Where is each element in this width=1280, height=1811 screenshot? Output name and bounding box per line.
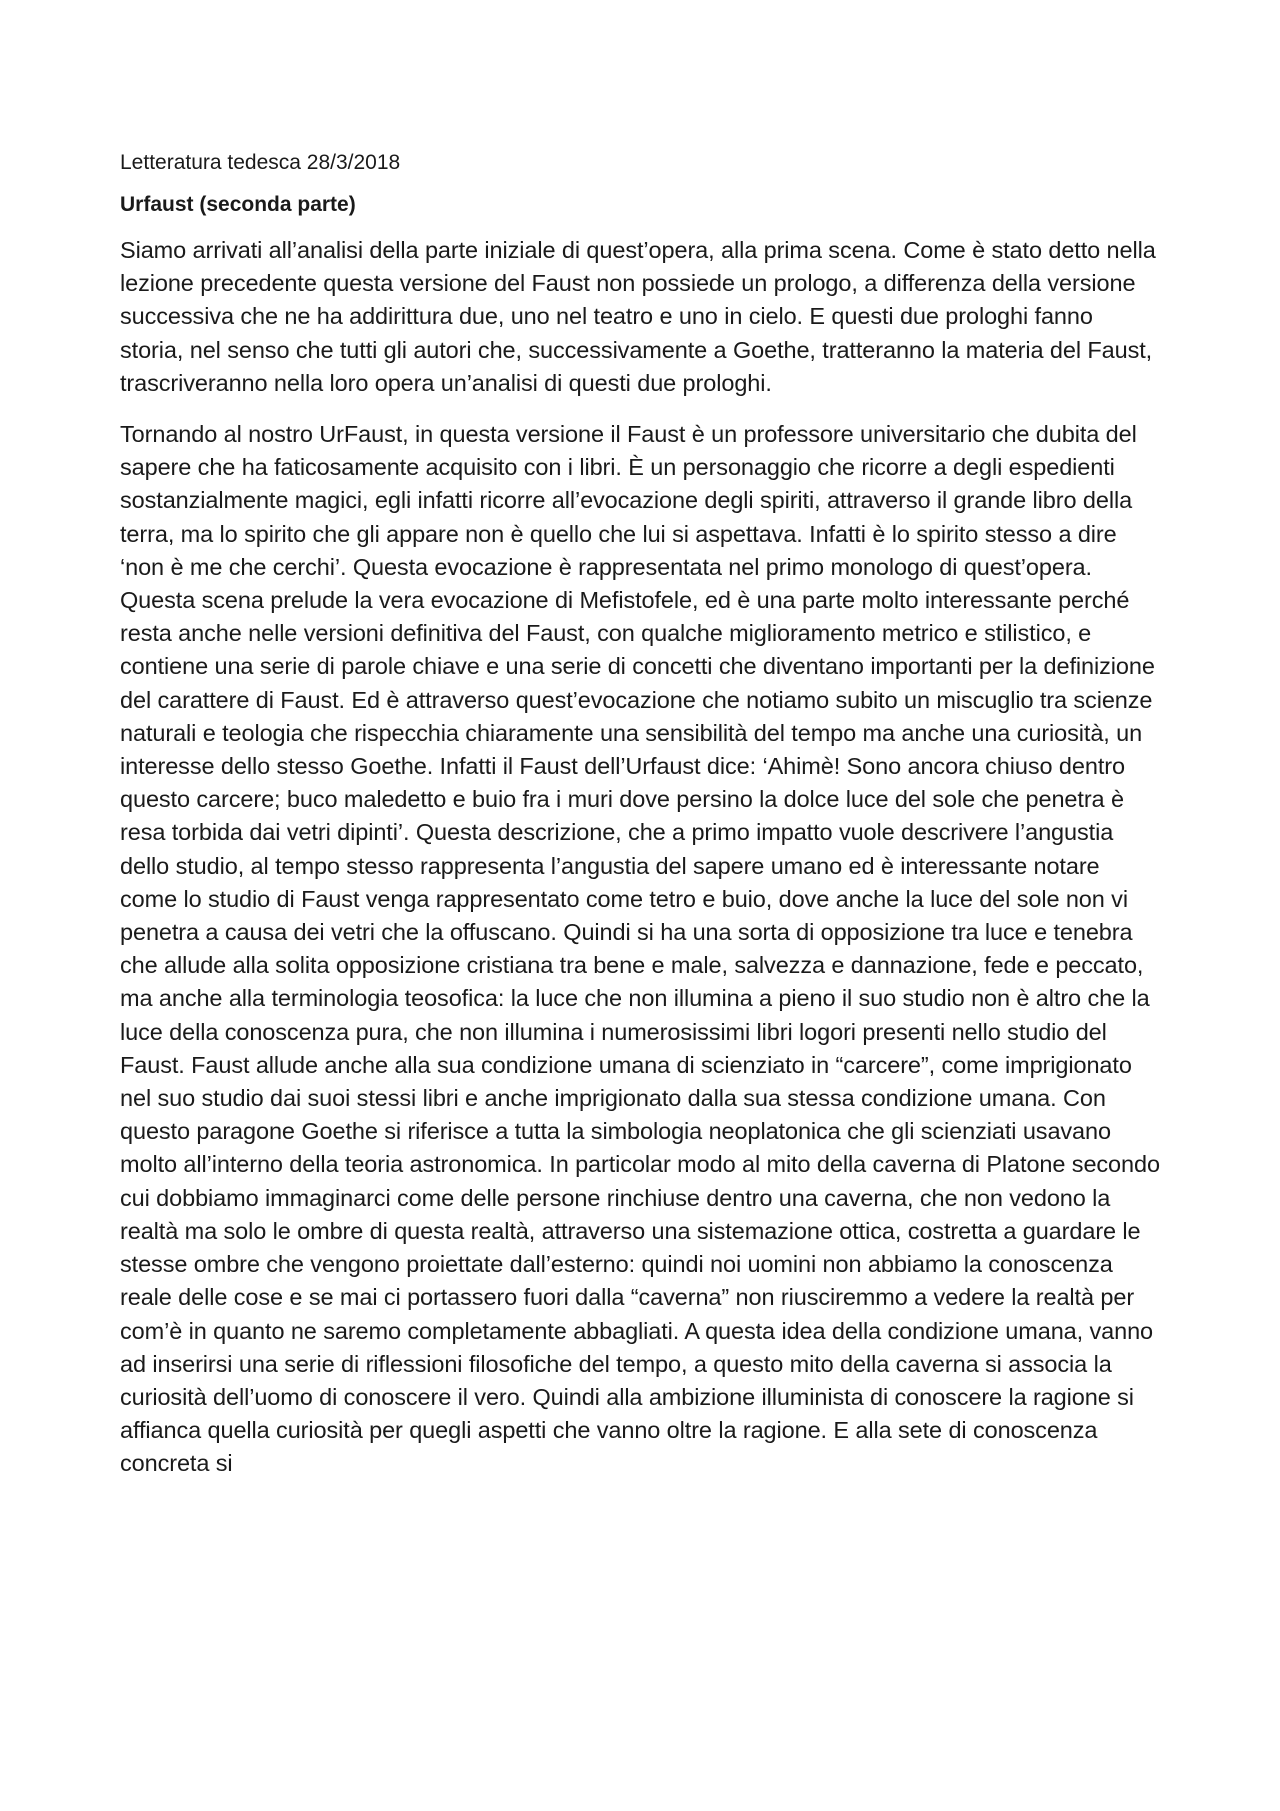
document-body: [120, 148, 1162, 1499]
document-title: Urfaust (seconda parte): [120, 193, 356, 216]
paragraph-1: Siamo arrivati all’analisi della parte iniziale di quest’opera, alla prima scena. Come è stato detto nella lezione precedente questa versione del Faust non possiede un prologo, a differenza della versione successiva che ne ha addirittura due, uno nel teatro e uno in cielo. E questi due prologhi fanno storia, nel senso che tutti gli autori che, successivamente a Goethe, tratteranno la materia del Faust, trascriveranno nella loro opera un’analisi di questi due prologhi.: [120, 237, 1156, 396]
paragraph-2: Tornando al nostro UrFaust, in questa versione il Faust è un professore universitario che dubita del sapere che ha faticosamente acquisito con i libri. È un personaggio che ricorre a degli espedienti sostanzialmente magici, egli infatti ricorre all’evocazione degli spiriti, attraverso il grande libro della terra, ma lo spirito che gli appare non è quello che lui si aspettava. Infatti è lo spirito stesso a dire ‘non è me che cerchi’. Questa evocazione è rappresentata nel primo monologo di quest’opera. Questa scena prelude la vera evocazione di Mefistofele, ed è una parte molto interessante perché resta anche nelle versioni definitiva del Faust, con qualche miglioramento metrico e stilistico, e contiene una serie di parole chiave e una serie di concetti che diventano importanti per la definizione del carattere di Faust. Ed è attraverso quest’evocazione che notiamo subito un miscuglio tra scienze naturali e teologia che rispecchia chiaramente una sensibilità del tempo ma anche una curiosità, un interesse dello stesso Goethe. Infatti il Faust dell’Urfaust dice: ‘Ahimè! Sono ancora chiuso dentro questo carcere; buco maledetto e buio fra i muri dove persino la dolce luce del sole che penetra è resa torbida dai vetri dipinti’. Questa descrizione, che a primo impatto vuole descrivere l’angustia dello studio, al tempo stesso rappresenta l’angustia del sapere umano ed è interessante notare come lo studio di Faust venga rappresentato come tetro e buio, dove anche la luce del sole non vi penetra a causa dei vetri che la offuscano. Quindi si ha una sorta di opposizione tra luce e tenebra che allude alla solita opposizione cristiana tra bene e male, salvezza e dannazione, fede e peccato, ma anche alla terminologia teosofica: la luce che non illumina a pieno il suo studio non è altro che la luce della conoscenza pura, che non illumina i numerosissimi libri logori presenti nello studio del Faust. Faust allude anche alla sua condizione umana di scienziato in “carcere”, come imprigionato nel suo studio dai suoi stessi libri e anche imprigionato dalla sua stessa condizione umana. Con questo paragone Goethe si riferisce a tutta la simbologia neoplatonica che gli scienziati usavano molto all’interno della teoria astronomica. In particolar modo al mito della caverna di Platone secondo cui dobbiamo immaginarci come delle persone rinchiuse dentro una caverna, che non vedono la realtà ma solo le ombre di questa realtà, attraverso una sistemazione ottica, costretta a guardare le stesse ombre che vengono proiettate dall’esterno: quindi noi uomini non abbiamo la conoscenza reale delle cose e se mai ci portassero fuori dalla “caverna” non riusciremmo a vedere la realtà per com’è in quanto ne saremo completamente abbagliati. A questa idea della condizione umana, vanno ad inserirsi una serie di riflessioni filosofiche del tempo, a questo mito della caverna si associa la curiosità dell’uomo di conoscere il vero. Quindi alla ambizione illuminista di conoscere la ragione si affianca quella curiosità per quegli aspetti che vanno oltre la ragione. E alla sete di conoscenza concreta si: [120, 421, 1160, 1477]
document-header: Letteratura tedesca 28/3/2018: [120, 151, 401, 174]
